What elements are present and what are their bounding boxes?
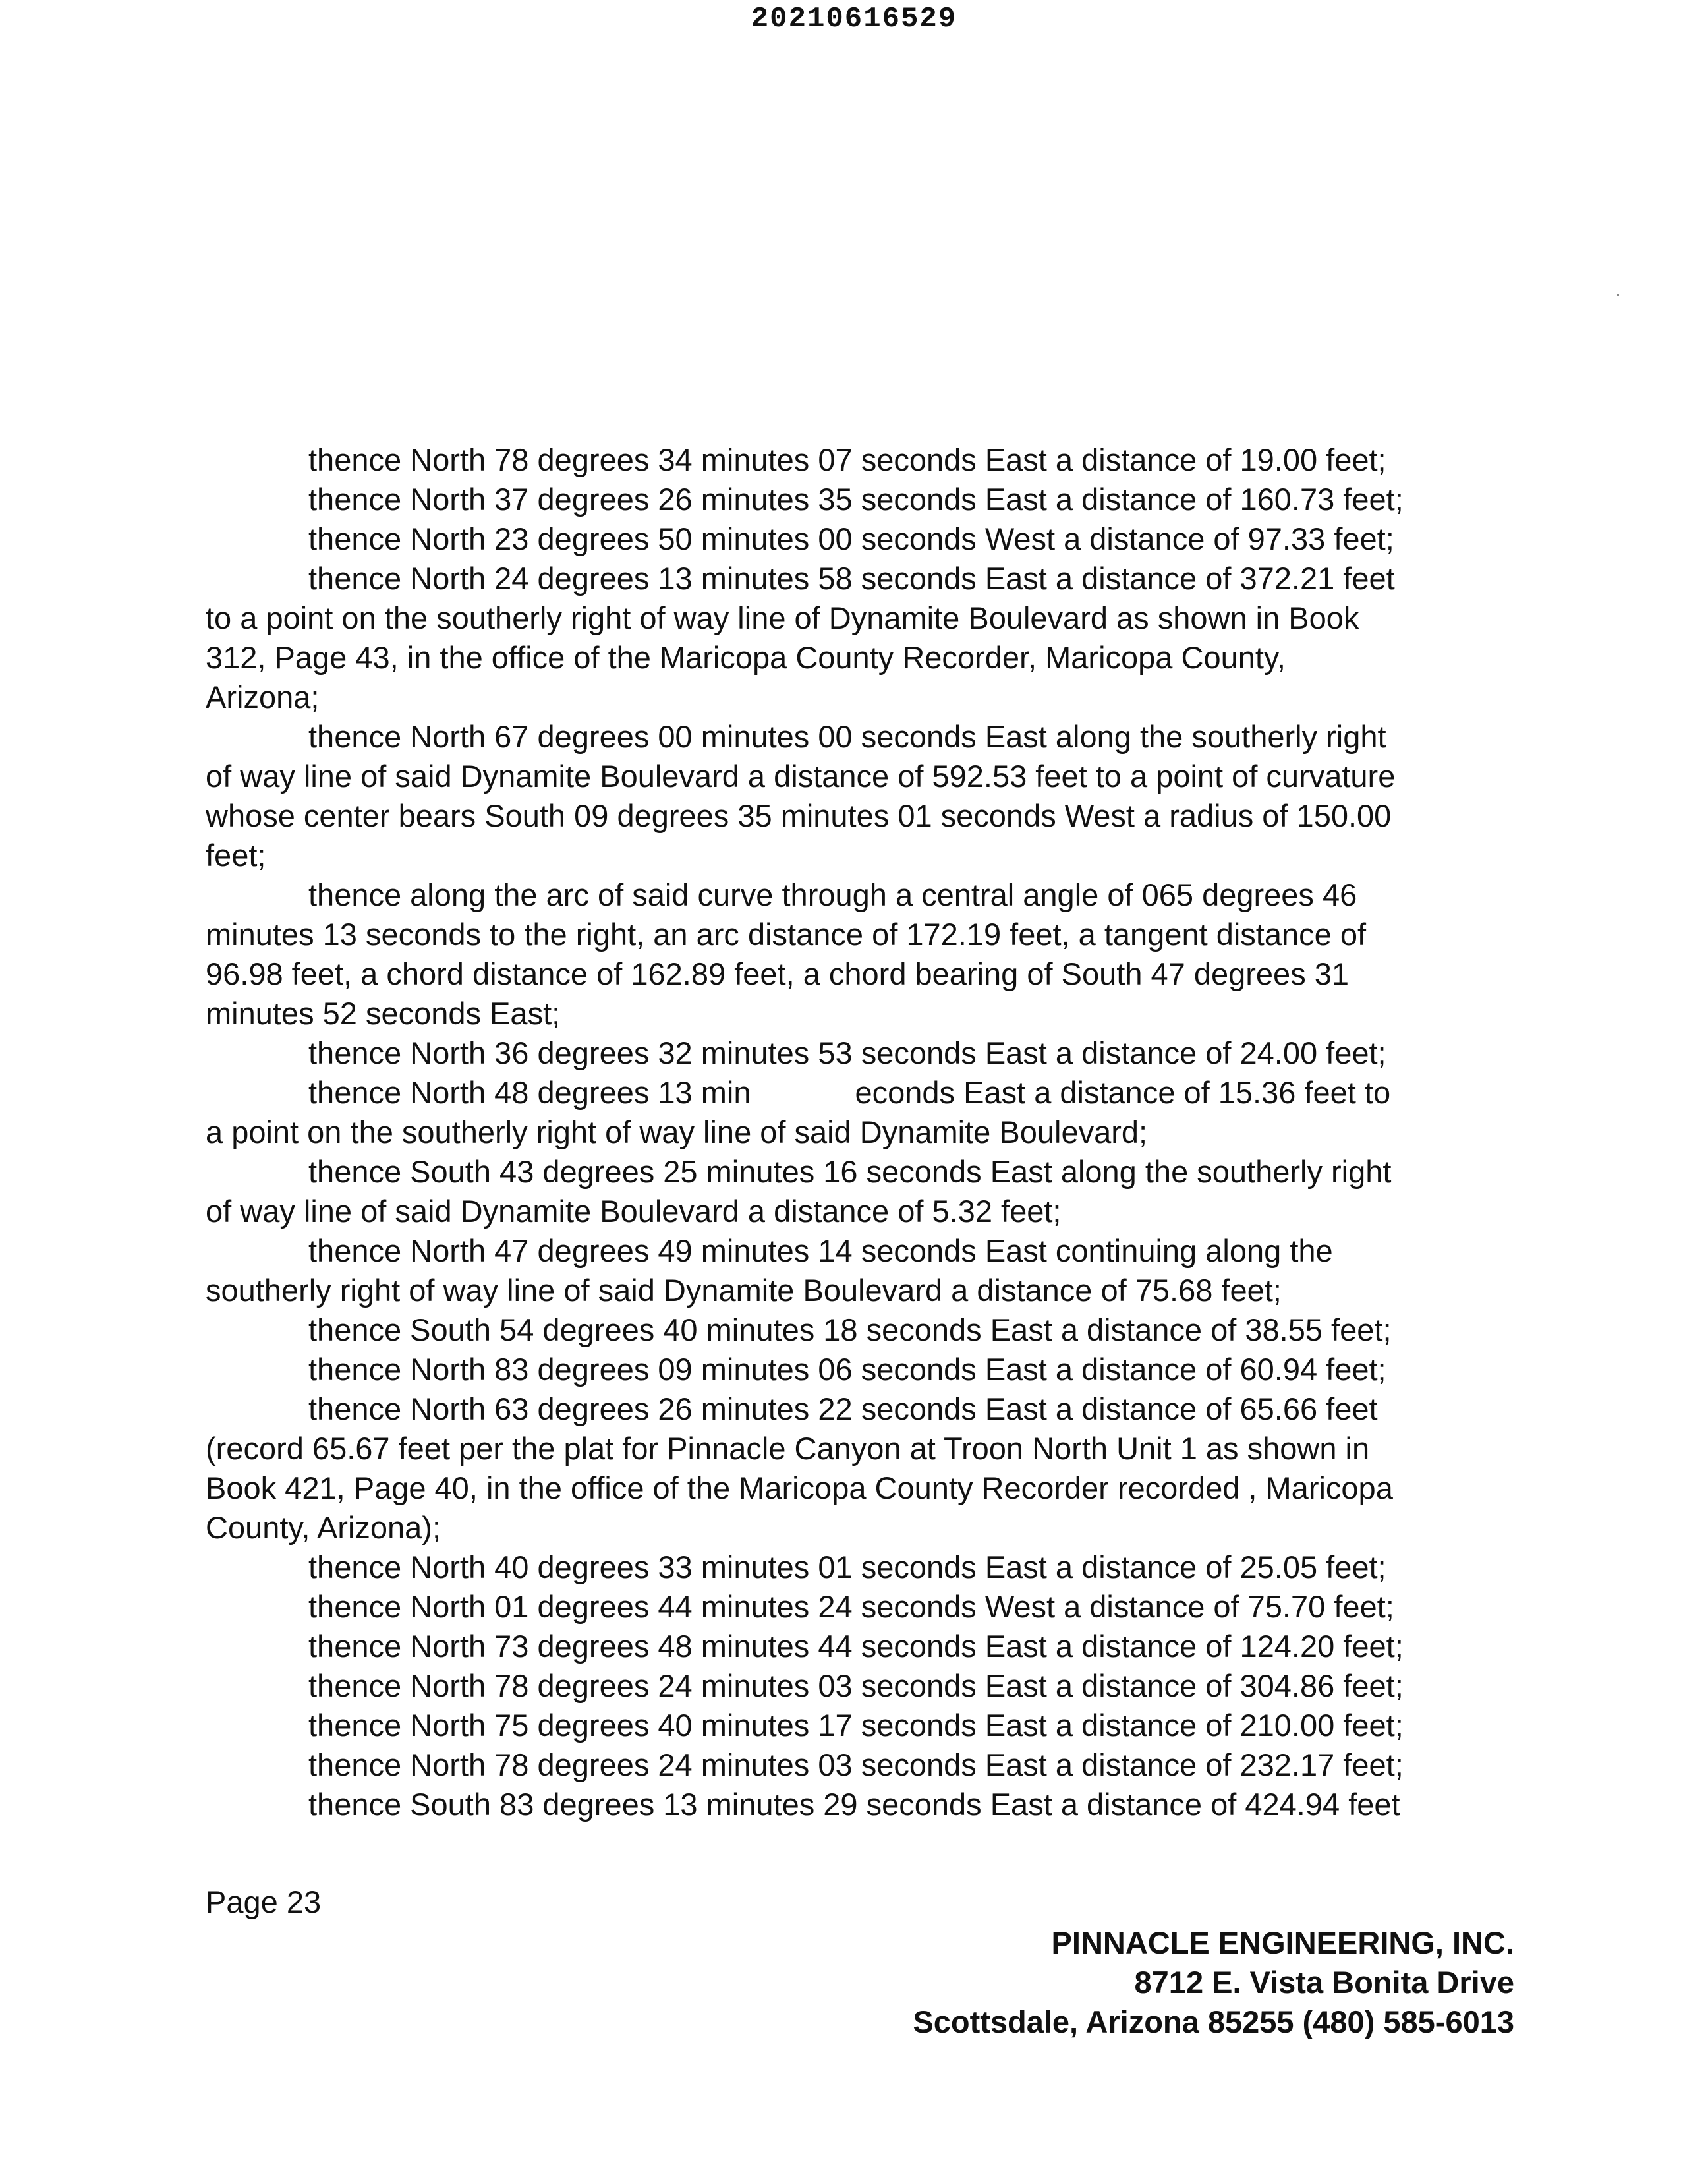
course-paragraph [206,1073,1523,1152]
course-line: thence North 36 degrees 32 minutes 53 seconds East a distance of 24.00 feet; [308,1035,1386,1070]
course-paragraph [206,1745,1523,1785]
course-line: a point on the southerly right of way line of said Dynamite Boulevard; [206,1115,1148,1149]
course-line: thence North 78 degrees 24 minutes 03 seconds East a distance of 304.86 feet; [308,1668,1404,1703]
course-paragraph [206,1389,1523,1548]
course-line: feet; [206,838,266,873]
course-paragraph [206,1666,1523,1706]
course-line: thence North 63 degrees 26 minutes 22 seconds East a distance of 65.66 feet [308,1391,1378,1426]
firm-street: 8712 E. Vista Bonita Drive [1134,1965,1514,2000]
course-paragraph [206,480,1523,519]
course-paragraph [206,875,1523,1033]
course-line: thence North 83 degrees 09 minutes 06 seconds East a distance of 60.94 feet; [308,1352,1386,1387]
course-line: thence South 43 degrees 25 minutes 16 seconds East along the southerly right [308,1154,1392,1189]
course-paragraph [206,519,1523,559]
course-paragraph [206,1587,1523,1627]
unofficial-document-watermark [751,1086,855,1105]
course-line: of way line of said Dynamite Boulevard a distance of 5.32 feet; [206,1194,1062,1229]
course-paragraph [206,1152,1523,1231]
course-line: whose center bears South 09 degrees 35 minutes 01 seconds West a radius of 150.00 [206,798,1392,833]
course-paragraph [206,1548,1523,1587]
course-text-before-watermark: thence North 48 degrees 13 min [308,1075,751,1110]
course-paragraph [206,717,1523,875]
course-line: thence North 78 degrees 24 minutes 03 seconds East a distance of 232.17 feet; [308,1747,1404,1782]
course-paragraph [206,559,1523,717]
legal-description [206,440,1523,1824]
course-line: to a point on the southerly right of way line of Dynamite Boulevard as shown in Book [206,600,1359,635]
course-line: of way line of said Dynamite Boulevard a distance of 592.53 feet to a point of curvature [206,759,1396,794]
course-line: minutes 13 seconds to the right, an arc distance of 172.19 feet, a tangent distance of [206,917,1367,952]
course-line: thence along the arc of said curve through a central angle of 065 degrees 46 [308,877,1357,912]
course-paragraph [206,1785,1523,1824]
recording-number: 20210616529 [751,3,957,36]
page-number: Page 23 [206,1884,322,1919]
firm-city-phone: Scottsdale, Arizona 85255 (480) 585-6013 [913,2004,1514,2039]
course-line: Book 421, Page 40, in the office of the Maricopa County Recorder recorded , Maricopa [206,1470,1393,1505]
course-paragraph [206,1231,1523,1310]
course-line: (record 65.67 feet per the plat for Pinnacle Canyon at Troon North Unit 1 as shown in [206,1431,1370,1466]
course-line: thence North 73 degrees 48 minutes 44 seconds East a distance of 124.20 feet; [308,1629,1404,1664]
course-paragraph [206,1627,1523,1666]
watermark-text [754,1089,855,1101]
course-line: southerly right of way line of said Dynamite Boulevard a distance of 75.68 feet; [206,1273,1282,1308]
firm-name: PINNACLE ENGINEERING, INC. [1051,1925,1514,1960]
course-line: thence North 78 degrees 34 minutes 07 seconds East a distance of 19.00 feet; [308,442,1386,477]
course-paragraph [206,1310,1523,1350]
course-line: thence North 67 degrees 00 minutes 00 seconds East along the southerly right [308,719,1386,754]
course-line: minutes 52 seconds East; [206,996,561,1031]
course-paragraph [206,1706,1523,1745]
course-line: 312, Page 43, in the office of the Maricopa County Recorder, Maricopa County, [206,640,1286,675]
course-line: Arizona; [206,680,320,714]
course-line: thence North 75 degrees 40 minutes 17 seconds East a distance of 210.00 feet; [308,1708,1404,1743]
course-paragraph [206,1033,1523,1073]
course-line: thence South 54 degrees 40 minutes 18 seconds East a distance of 38.55 feet; [308,1312,1392,1347]
course-line: County, Arizona); [206,1510,441,1545]
course-line: thence North 01 degrees 44 minutes 24 seconds West a distance of 75.70 feet; [308,1589,1394,1624]
firm-address-block [913,1923,1514,2042]
course-line: thence South 83 degrees 13 minutes 29 seconds East a distance of 424.94 feet [308,1787,1400,1822]
course-paragraph [206,1350,1523,1389]
course-line-with-watermark [206,1073,1523,1113]
course-line: thence North 24 degrees 13 minutes 58 seconds East a distance of 372.21 feet [308,561,1395,596]
course-line: thence North 47 degrees 49 minutes 14 seconds East continuing along the [308,1233,1333,1268]
course-line: 96.98 feet, a chord distance of 162.89 feet, a chord bearing of South 47 degrees 31 [206,956,1350,991]
course-text-after-watermark: econds East a distance of 15.36 feet to [855,1075,1391,1110]
course-line: thence North 23 degrees 50 minutes 00 seconds West a distance of 97.33 feet; [308,521,1394,556]
course-line: thence North 40 degrees 33 minutes 01 seconds East a distance of 25.05 feet; [308,1550,1386,1584]
course-line: thence North 37 degrees 26 minutes 35 seconds East a distance of 160.73 feet; [308,482,1404,517]
course-paragraph [206,440,1523,480]
scan-speck [1617,294,1619,296]
